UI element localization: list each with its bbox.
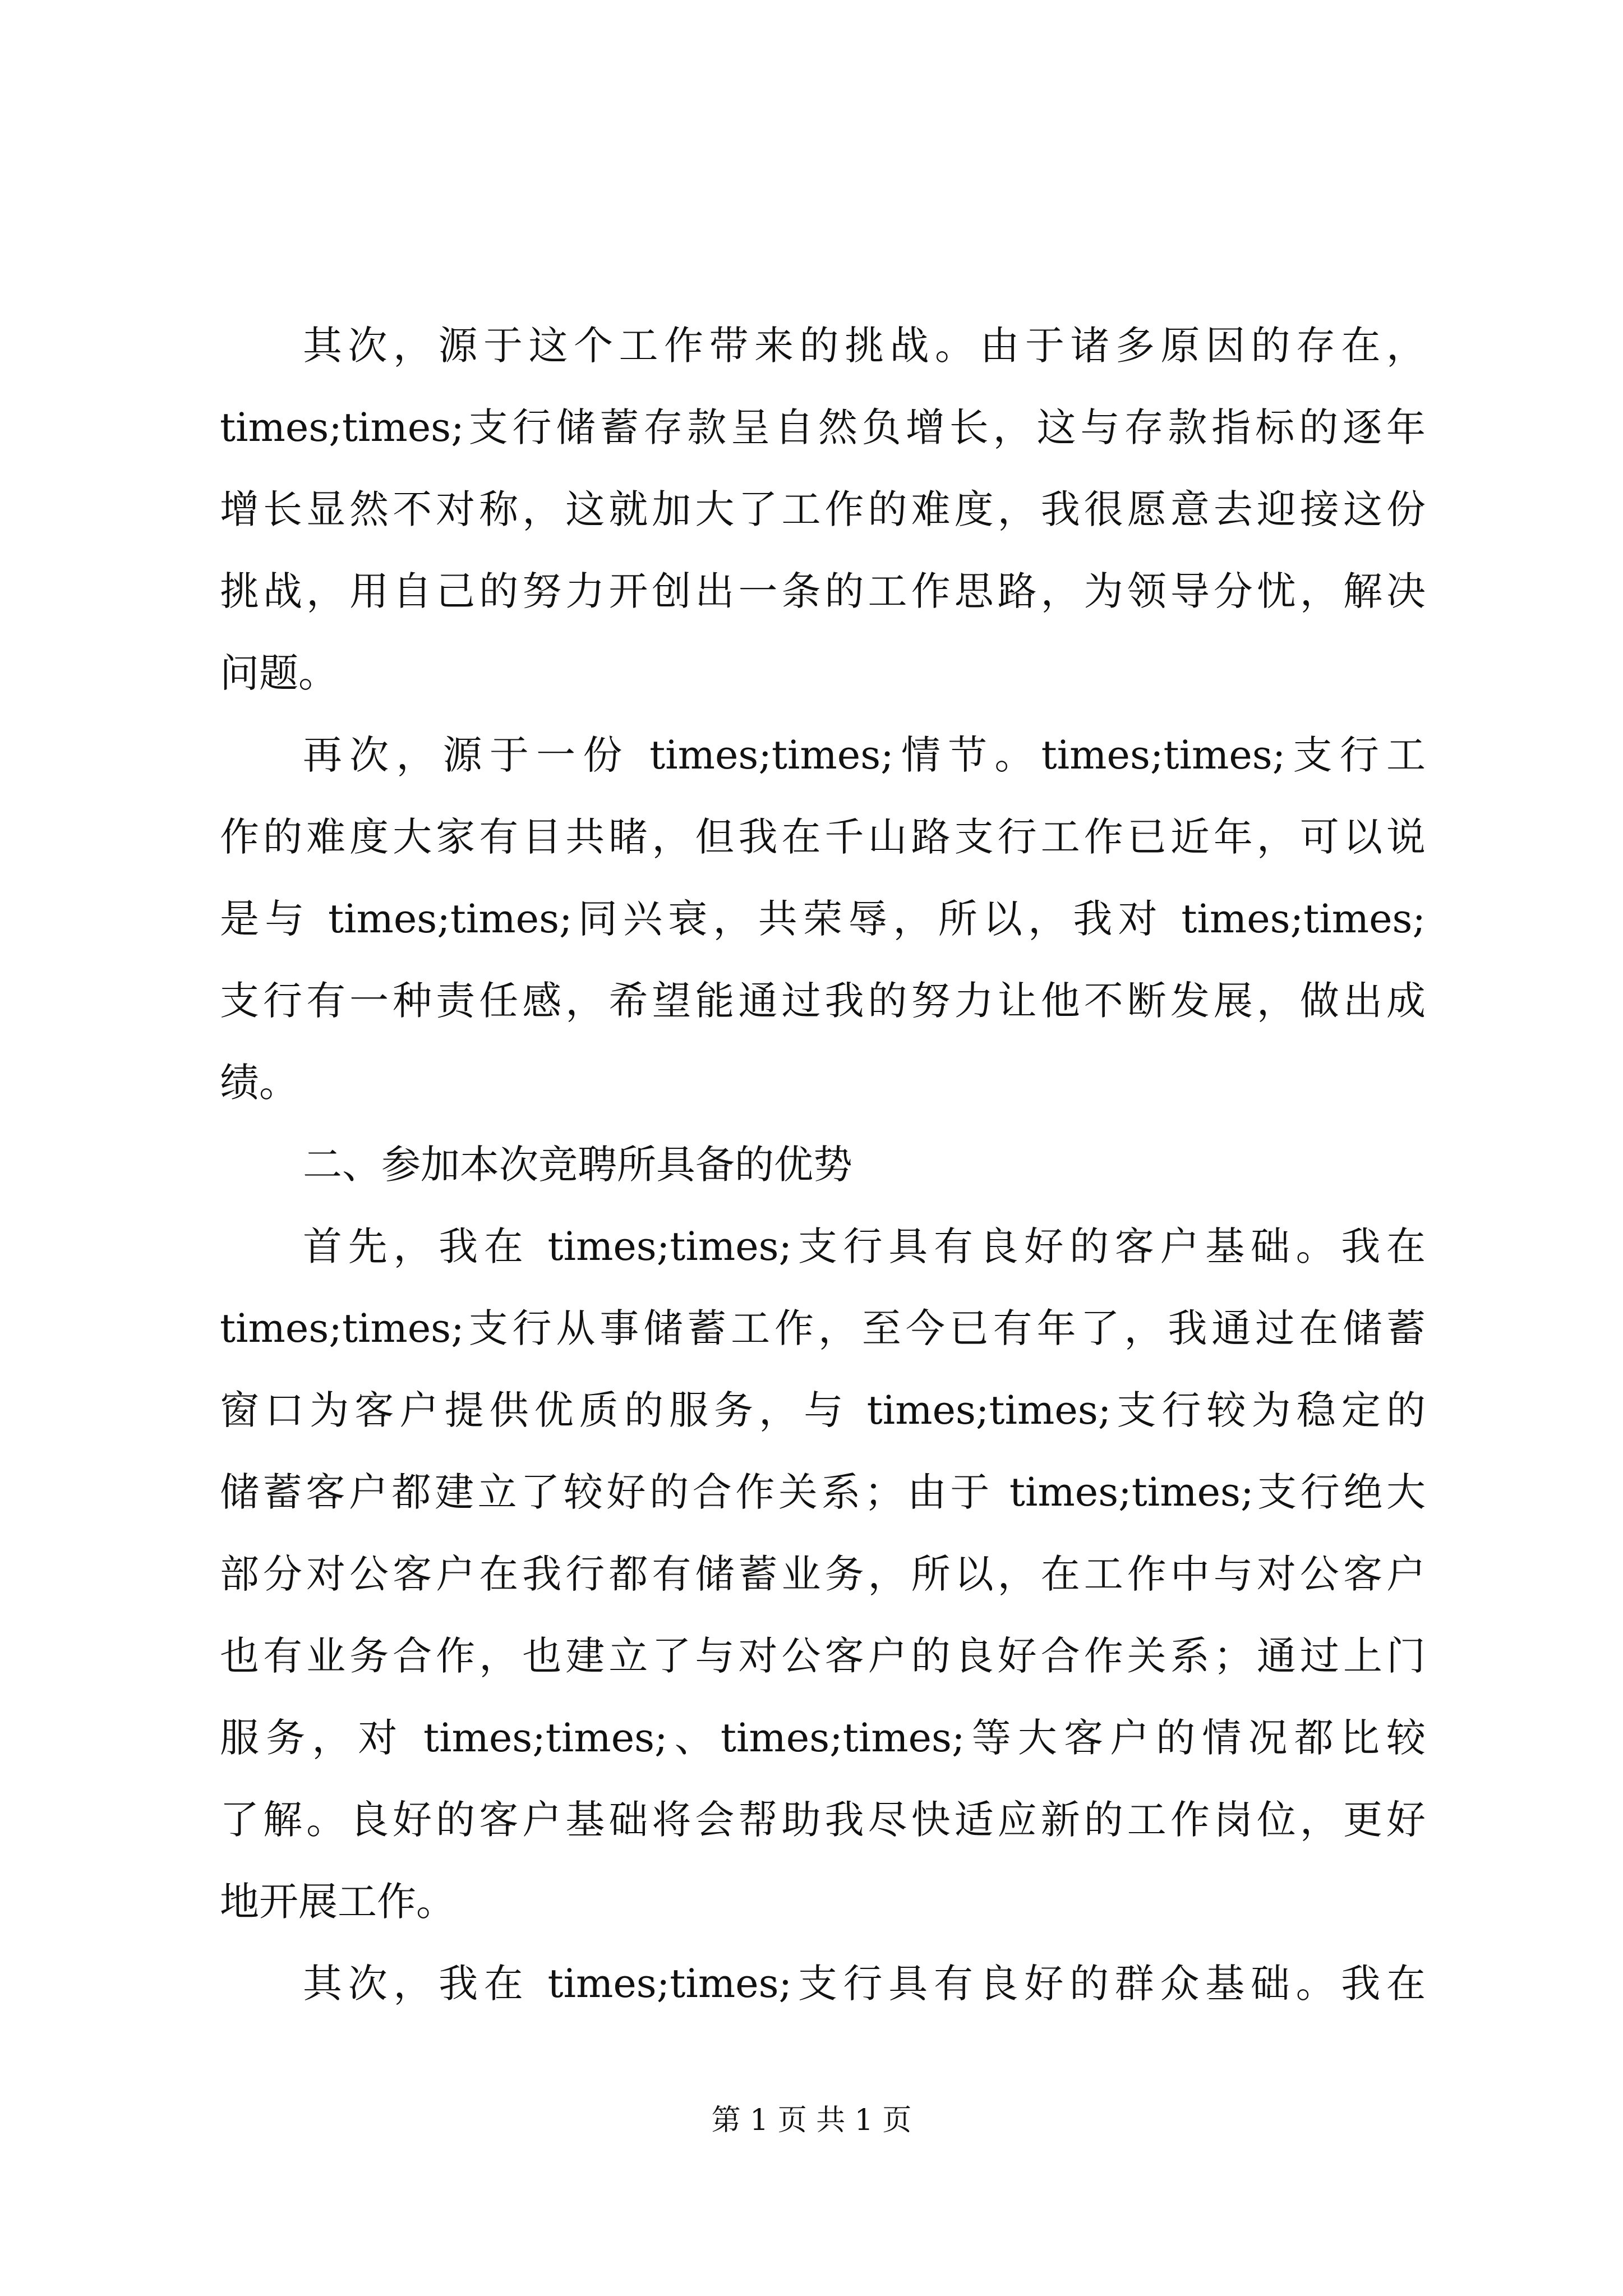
text-line: 增长显然不对称，这就加大了工作的难度，我很愿意去迎接这份: [220, 486, 1426, 532]
text-line: 其次，源于这个工作带来的挑战。由于诸多原因的存在，: [303, 323, 1426, 369]
text-line: 服务，对 times;times;、times;times;等大客户的情况都比较: [220, 1715, 1426, 1761]
text-line: 绩。: [220, 1060, 298, 1106]
text-line: 其次，我在 times;times;支行具有良好的群众基础。我在: [303, 1961, 1426, 2007]
section-heading: 二、参加本次竞聘所具备的优势: [303, 1142, 852, 1188]
text-line: 支行有一种责任感，希望能通过我的努力让他不断发展，做出成: [220, 978, 1426, 1024]
text-line: 首先，我在 times;times;支行具有良好的客户基础。我在: [303, 1223, 1426, 1269]
text-line: 挑战，用自己的努力开创出一条的工作思路，为领导分忧，解决: [220, 568, 1426, 614]
text-line: 是与 times;times;同兴衰，共荣辱，所以，我对 times;times;: [220, 896, 1426, 942]
text-line: times;times;支行储蓄存款呈自然负增长，这与存款指标的逐年: [220, 404, 1426, 450]
text-line: 地开展工作。: [220, 1879, 455, 1925]
text-line: 再次，源于一份 times;times;情节。times;times;支行工: [303, 732, 1426, 778]
text-line: 窗口为客户提供优质的服务，与 times;times;支行较为稳定的: [220, 1387, 1426, 1433]
text-line: 部分对公客户在我行都有储蓄业务，所以，在工作中与对公客户: [220, 1551, 1426, 1597]
text-line: times;times;支行从事储蓄工作，至今已有年了，我通过在储蓄: [220, 1305, 1426, 1351]
text-line: 作的难度大家有目共睹，但我在千山路支行工作已近年，可以说: [220, 814, 1426, 860]
text-line: 也有业务合作，也建立了与对公客户的良好合作关系；通过上门: [220, 1633, 1426, 1679]
text-line: 了解。良好的客户基础将会帮助我尽快适应新的工作岗位，更好: [220, 1797, 1426, 1843]
text-line: 储蓄客户都建立了较好的合作关系；由于 times;times;支行绝大: [220, 1469, 1426, 1515]
text-line: 问题。: [220, 650, 338, 696]
page-footer: 第 1 页 共 1 页: [711, 2104, 912, 2137]
